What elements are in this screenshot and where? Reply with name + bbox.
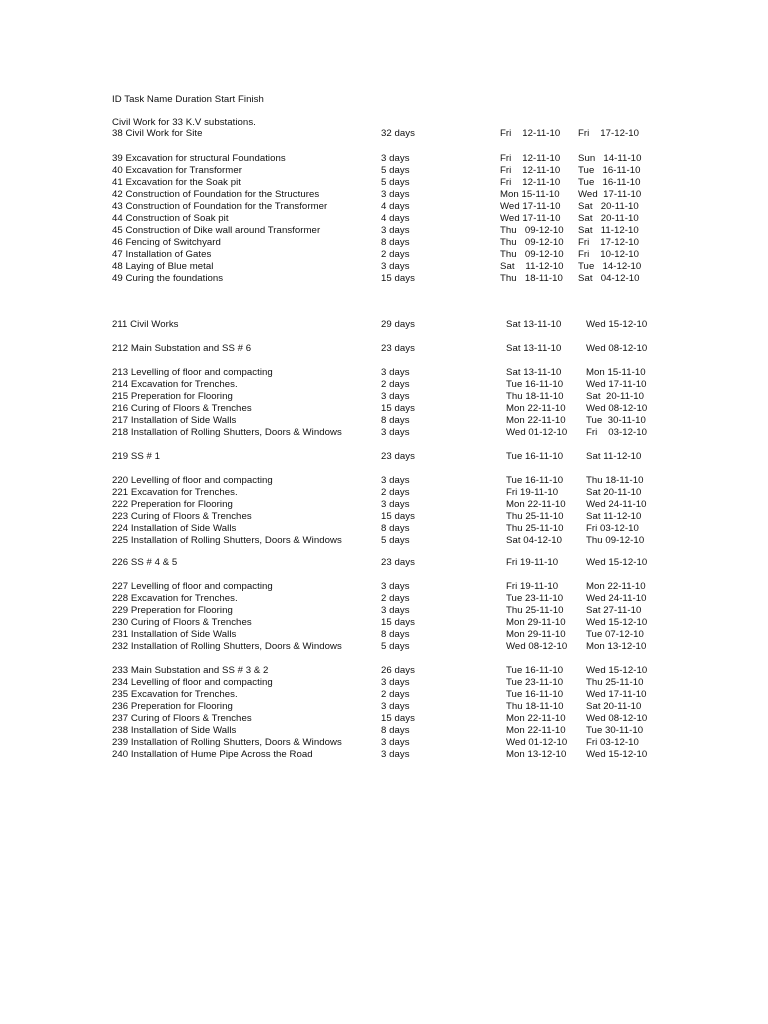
task-id: 46 (112, 237, 123, 248)
task-finish: Wed 08-12-10 (586, 713, 648, 724)
task-label (112, 225, 320, 237)
task-start: Mon 29-11-10 (506, 617, 566, 628)
task-name: Excavation for Trenches. (130, 593, 238, 604)
task-id: 38 (112, 128, 123, 139)
task-name: Excavation for Trenches. (130, 689, 238, 700)
task-finish: Sun 14-11-10 (578, 153, 642, 164)
task-finish: Fri 03-12-10 (586, 737, 639, 748)
task-start: Tue 16-11-10 (506, 379, 564, 390)
task-label (112, 581, 273, 593)
task-label (112, 511, 252, 523)
task-name: Levelling of floor and compacting (130, 475, 273, 486)
task-finish: Fri 10-12-10 (578, 249, 640, 260)
task-start: Fri 12-11-10 (500, 165, 561, 176)
task-label (112, 737, 342, 749)
task-id: 230 (112, 617, 129, 628)
task-duration: 5 days (381, 641, 410, 652)
task-duration: 3 days (381, 737, 410, 748)
task-duration: 8 days (381, 415, 410, 426)
task-duration: 23 days (381, 343, 415, 354)
task-name: Installation of Rolling Shutters, Doors & Windows (130, 535, 342, 546)
task-duration: 3 days (381, 153, 410, 164)
task-label (112, 689, 238, 701)
task-label (112, 153, 286, 165)
task-finish: Tue 16-11-10 (578, 177, 641, 188)
task-duration: 8 days (381, 237, 410, 248)
task-finish: Mon 15-11-10 (586, 367, 646, 378)
task-name: Curing of Floors & Trenches (130, 617, 252, 628)
task-id: 237 (112, 713, 129, 724)
task-finish: Wed 15-12-10 (586, 557, 648, 568)
task-start: Thu 25-11-10 (506, 523, 564, 534)
task-id: 239 (112, 737, 129, 748)
task-name: Construction of Soak pit (125, 213, 229, 224)
task-id: 222 (112, 499, 129, 510)
task-name: Main Substation and SS # 3 & 2 (130, 665, 269, 676)
task-id: 43 (112, 201, 123, 212)
task-duration: 3 days (381, 749, 410, 760)
task-finish: Wed 17-11-10 (586, 689, 647, 700)
task-label (112, 593, 238, 605)
task-id: 47 (112, 249, 123, 260)
task-start: Thu 09-12-10 (500, 249, 564, 260)
task-label (112, 273, 223, 285)
task-finish: Tue 30-11-10 (586, 415, 646, 426)
task-name: Civil Works (130, 319, 179, 330)
task-start: Thu 18-11-10 (506, 701, 564, 712)
task-name: Curing of Floors & Trenches (130, 511, 252, 522)
task-finish: Wed 08-12-10 (586, 343, 648, 354)
task-duration: 3 days (381, 701, 410, 712)
header-line: ID Task Name Duration Start Finish (112, 94, 264, 105)
task-duration: 3 days (381, 475, 410, 486)
task-duration: 29 days (381, 319, 415, 330)
task-label (112, 749, 313, 761)
task-duration: 2 days (381, 379, 410, 390)
task-label (112, 319, 179, 331)
task-duration: 5 days (381, 165, 410, 176)
task-finish: Sat 11-12-10 (578, 225, 639, 236)
task-name: Civil Work for Site (125, 128, 203, 139)
task-name: Curing of Floors & Trenches (130, 403, 252, 414)
task-duration: 3 days (381, 499, 410, 510)
task-label (112, 665, 268, 677)
task-finish: Thu 25-11-10 (586, 677, 644, 688)
task-id: 211 (112, 319, 128, 330)
task-label (112, 343, 251, 355)
task-id: 240 (112, 749, 129, 760)
task-finish: Thu 09-12-10 (586, 535, 645, 546)
task-name: Construction of Dike wall around Transformer (125, 225, 321, 236)
task-finish: Tue 14-12-10 (578, 261, 642, 272)
task-duration: 3 days (381, 677, 410, 688)
task-start: Tue 23-11-10 (506, 593, 564, 604)
task-duration: 2 days (381, 249, 410, 260)
task-start: Wed 01-12-10 (506, 427, 568, 438)
task-duration: 3 days (381, 189, 410, 200)
task-label (112, 605, 233, 617)
task-name: Excavation for the Soak pit (125, 177, 241, 188)
task-label (112, 499, 233, 511)
task-id: 235 (112, 689, 129, 700)
task-label (112, 427, 342, 439)
task-id: 49 (112, 273, 123, 284)
task-label (112, 629, 236, 641)
task-start: Fri 19-11-10 (506, 581, 559, 592)
task-id: 44 (112, 213, 123, 224)
task-start: Mon 15-11-10 (500, 189, 560, 200)
task-name: Main Substation and SS # 6 (130, 343, 252, 354)
task-start: Thu 25-11-10 (506, 511, 564, 522)
task-duration: 8 days (381, 725, 410, 736)
task-label (112, 617, 252, 629)
task-start: Mon 22-11-10 (506, 725, 566, 736)
task-name: Installation of Side Walls (130, 415, 237, 426)
task-start: Tue 16-11-10 (506, 475, 564, 486)
task-duration: 5 days (381, 535, 410, 546)
task-finish: Wed 15-12-10 (586, 319, 648, 330)
task-finish: Wed 15-12-10 (586, 665, 648, 676)
task-start: Mon 13-12-10 (506, 749, 567, 760)
task-id: 39 (112, 153, 123, 164)
task-name: Levelling of floor and compacting (130, 581, 273, 592)
task-label (112, 213, 229, 225)
task-id: 48 (112, 261, 123, 272)
task-name: Installation of Rolling Shutters, Doors & Windows (130, 427, 342, 438)
task-duration: 2 days (381, 487, 410, 498)
task-start: Thu 18-11-10 (506, 391, 564, 402)
task-finish: Mon 13-12-10 (586, 641, 647, 652)
task-finish: Tue 16-11-10 (578, 165, 641, 176)
task-name: Installation of Hume Pipe Across the Road (130, 749, 313, 760)
task-label (112, 523, 236, 535)
task-label (112, 713, 252, 725)
task-start: Tue 16-11-10 (506, 689, 564, 700)
task-finish: Wed 08-12-10 (586, 403, 648, 414)
task-duration: 15 days (381, 713, 415, 724)
task-id: 226 (112, 557, 129, 568)
task-finish: Wed 24-11-10 (586, 593, 647, 604)
task-label (112, 177, 241, 189)
task-name: Construction of Foundation for the Transformer (125, 201, 328, 212)
document-subtitle: Civil Work for 33 K.V substations. (112, 117, 256, 128)
task-id: 231 (112, 629, 129, 640)
task-finish: Sat 27-11-10 (586, 605, 642, 616)
task-start: Wed 01-12-10 (506, 737, 568, 748)
task-id: 41 (112, 177, 123, 188)
task-name: Installation of Side Walls (130, 725, 237, 736)
task-name: Curing the foundations (125, 273, 224, 284)
task-id: 213 (112, 367, 129, 378)
task-id: 42 (112, 189, 123, 200)
task-duration: 15 days (381, 273, 415, 284)
task-name: SS # 4 & 5 (130, 557, 178, 568)
task-finish: Wed 15-12-10 (586, 749, 648, 760)
task-name: Fencing of Switchyard (125, 237, 221, 248)
task-finish: Sat 20-11-10 (578, 213, 639, 224)
task-id: 232 (112, 641, 129, 652)
task-finish: Sat 11-12-10 (586, 451, 642, 462)
task-finish: Fri 03-12-10 (586, 427, 648, 438)
task-start: Wed 17-11-10 (500, 213, 561, 224)
task-label (112, 403, 252, 415)
task-start: Fri 12-11-10 (500, 128, 561, 139)
task-duration: 3 days (381, 225, 410, 236)
task-duration: 3 days (381, 581, 410, 592)
task-duration: 2 days (381, 689, 410, 700)
task-label (112, 415, 236, 427)
task-label (112, 165, 242, 177)
task-finish: Sat 20-11-10 (586, 487, 642, 498)
task-start: Thu 09-12-10 (500, 237, 564, 248)
task-duration: 23 days (381, 451, 415, 462)
task-label (112, 535, 342, 547)
task-name: Excavation for Trenches. (130, 379, 238, 390)
task-name: Preperation for Flooring (130, 701, 233, 712)
task-start: Thu 18-11-10 (500, 273, 563, 284)
task-id: 228 (112, 593, 129, 604)
task-name: Installation of Gates (125, 249, 212, 260)
task-id: 236 (112, 701, 129, 712)
task-label (112, 249, 211, 261)
task-start: Fri 19-11-10 (506, 487, 559, 498)
task-start: Mon 22-11-10 (506, 713, 566, 724)
task-start: Wed 17-11-10 (500, 201, 561, 212)
task-finish: Tue 30-11-10 (586, 725, 644, 736)
task-name: Installation of Side Walls (130, 523, 237, 534)
task-start: Tue 23-11-10 (506, 677, 564, 688)
task-id: 221 (112, 487, 129, 498)
task-start: Thu 25-11-10 (506, 605, 564, 616)
task-id: 215 (112, 391, 129, 402)
task-name: Preperation for Flooring (130, 391, 233, 402)
task-name: Levelling of floor and compacting (130, 677, 273, 688)
task-duration: 32 days (381, 128, 415, 139)
task-start: Sat 13-11-10 (506, 319, 562, 330)
task-finish: Tue 07-12-10 (586, 629, 644, 640)
task-label (112, 557, 177, 569)
task-finish: Sat 04-12-10 (578, 273, 640, 284)
task-duration: 15 days (381, 511, 415, 522)
task-duration: 15 days (381, 403, 415, 414)
task-duration: 3 days (381, 391, 410, 402)
task-duration: 8 days (381, 523, 410, 534)
task-start: Thu 09-12-10 (500, 225, 564, 236)
task-name: Preperation for Flooring (130, 605, 233, 616)
task-finish: Wed 24-11-10 (586, 499, 647, 510)
task-finish: Sat 11-12-10 (586, 511, 642, 522)
task-id: 220 (112, 475, 129, 486)
task-name: Curing of Floors & Trenches (130, 713, 252, 724)
task-name: Preperation for Flooring (130, 499, 233, 510)
task-id: 214 (112, 379, 129, 390)
task-duration: 4 days (381, 213, 410, 224)
task-label (112, 201, 327, 213)
task-start: Fri 12-11-10 (500, 153, 561, 164)
task-name: SS # 1 (130, 451, 160, 462)
task-finish: Fri 03-12-10 (586, 523, 639, 534)
task-label (112, 725, 236, 737)
task-name: Installation of Rolling Shutters, Doors & Windows (130, 641, 342, 652)
task-label (112, 475, 273, 487)
task-start: Sat 04-12-10 (506, 535, 563, 546)
task-finish: Mon 22-11-10 (586, 581, 646, 592)
task-name: Laying of Blue metal (125, 261, 214, 272)
task-id: 219 (112, 451, 129, 462)
task-start: Sat 13-11-10 (506, 343, 562, 354)
task-name: Installation of Side Walls (130, 629, 237, 640)
task-start: Fri 19-11-10 (506, 557, 559, 568)
task-start: Fri 12-11-10 (500, 177, 561, 188)
task-name: Installation of Rolling Shutters, Doors & Windows (130, 737, 342, 748)
task-finish: Thu 18-11-10 (586, 475, 644, 486)
task-start: Sat 13-11-10 (506, 367, 562, 378)
task-name: Levelling of floor and compacting (130, 367, 273, 378)
task-label (112, 379, 238, 391)
task-duration: 3 days (381, 261, 410, 272)
task-label (112, 128, 203, 140)
task-duration: 3 days (381, 605, 410, 616)
task-label (112, 367, 273, 379)
task-duration: 23 days (381, 557, 415, 568)
task-finish: Fri 17-12-10 (578, 128, 640, 139)
task-start: Tue 16-11-10 (506, 451, 564, 462)
task-start: Tue 16-11-10 (506, 665, 564, 676)
task-start: Sat 11-12-10 (500, 261, 564, 272)
task-finish: Sat 20-11-10 (586, 391, 645, 402)
task-id: 229 (112, 605, 129, 616)
task-label (112, 391, 233, 403)
task-id: 224 (112, 523, 129, 534)
task-label (112, 641, 342, 653)
task-id: 40 (112, 165, 123, 176)
task-label (112, 237, 221, 249)
task-finish: Sat 20-11-10 (578, 201, 639, 212)
task-id: 212 (112, 343, 129, 354)
task-duration: 4 days (381, 201, 410, 212)
task-duration: 8 days (381, 629, 410, 640)
task-duration: 15 days (381, 617, 415, 628)
task-id: 45 (112, 225, 123, 236)
task-id: 223 (112, 511, 129, 522)
task-finish: Wed 17-11-10 (586, 379, 647, 390)
task-label (112, 261, 213, 273)
task-id: 217 (112, 415, 129, 426)
task-label (112, 189, 319, 201)
task-id: 227 (112, 581, 129, 592)
task-start: Mon 22-11-10 (506, 499, 566, 510)
task-duration: 26 days (381, 665, 415, 676)
task-duration: 5 days (381, 177, 410, 188)
task-duration: 2 days (381, 593, 410, 604)
task-start: Mon 22-11-10 (506, 403, 566, 414)
task-finish: Fri 17-12-10 (578, 237, 640, 248)
task-finish: Wed 17-11-10 (578, 189, 642, 200)
task-id: 225 (112, 535, 129, 546)
task-label (112, 677, 273, 689)
task-finish: Sat 20-11-10 (586, 701, 642, 712)
task-duration: 3 days (381, 367, 410, 378)
task-finish: Wed 15-12-10 (586, 617, 648, 628)
task-name: Excavation for Transformer (125, 165, 242, 176)
task-id: 216 (112, 403, 129, 414)
task-label (112, 487, 238, 499)
task-id: 238 (112, 725, 129, 736)
task-start: Mon 22-11-10 (506, 415, 566, 426)
task-duration: 3 days (381, 427, 410, 438)
task-label (112, 701, 233, 713)
task-id: 233 (112, 665, 129, 676)
task-start: Mon 29-11-10 (506, 629, 566, 640)
task-id: 234 (112, 677, 129, 688)
task-name: Excavation for structural Foundations (125, 153, 286, 164)
task-id: 218 (112, 427, 129, 438)
task-name: Construction of Foundation for the Structures (125, 189, 320, 200)
task-label (112, 451, 160, 463)
task-start: Wed 08-12-10 (506, 641, 568, 652)
task-name: Excavation for Trenches. (130, 487, 238, 498)
